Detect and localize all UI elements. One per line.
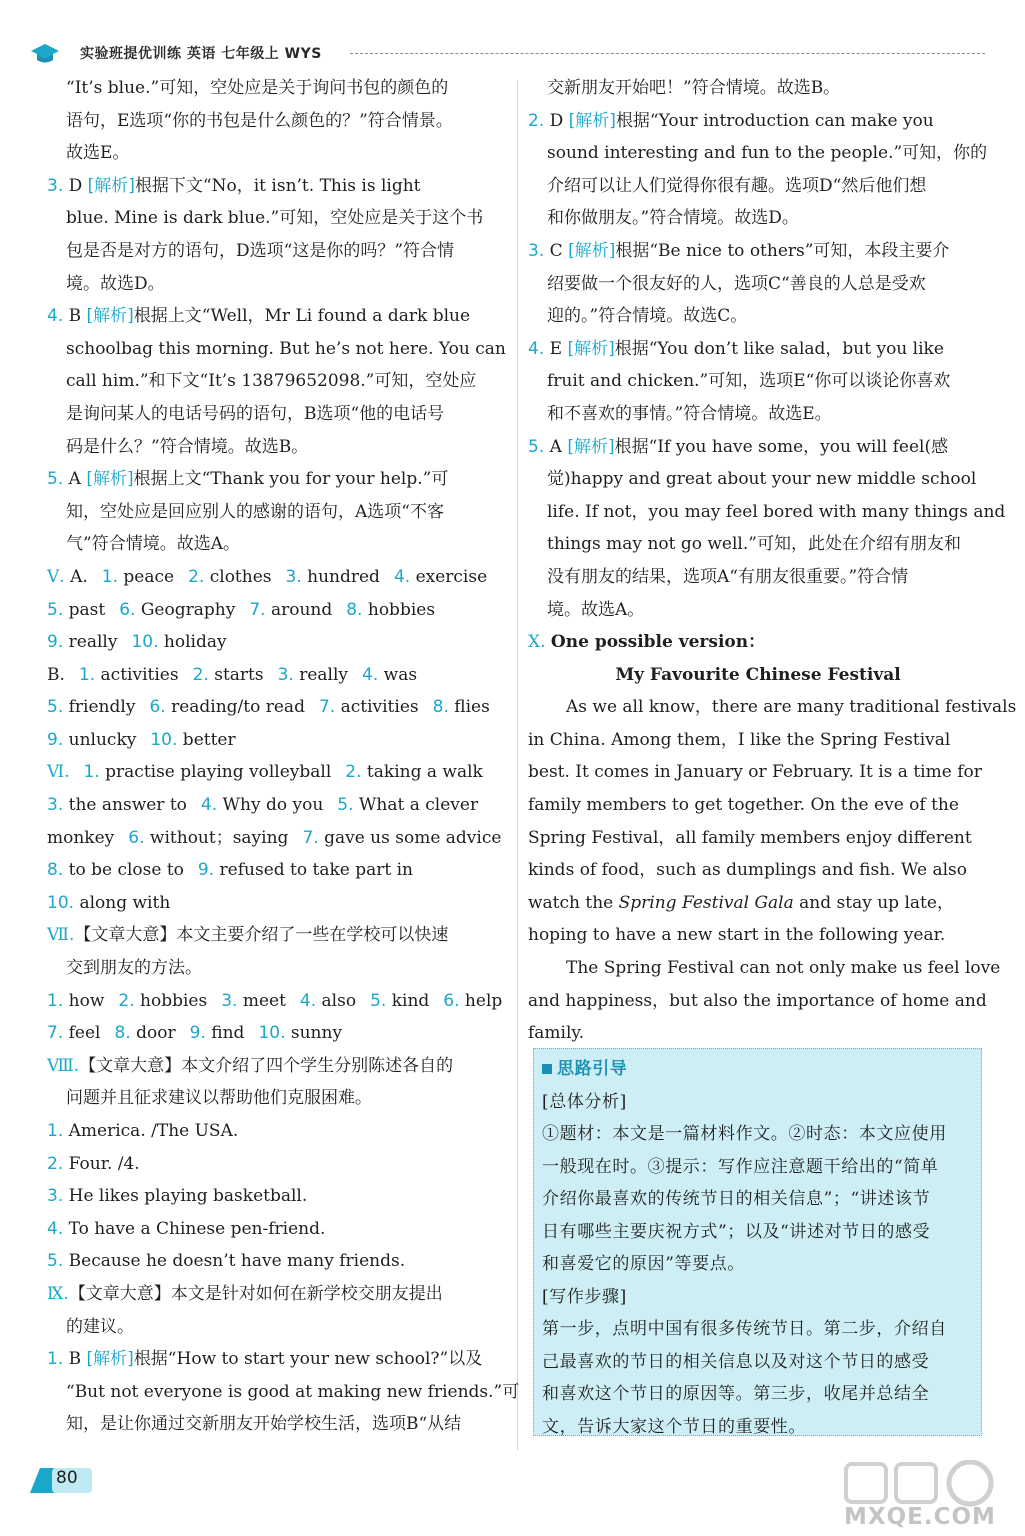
section-summary: 【文章大意】本文介绍了四个学生分别陈述各自的 bbox=[79, 1055, 454, 1076]
item-number: 6. bbox=[128, 827, 145, 848]
item-answer: taking a walk bbox=[361, 762, 483, 783]
essay-line bbox=[528, 887, 988, 920]
item-answer: hobbies bbox=[362, 599, 436, 620]
text-line: blue. Mine is dark blue.”可知，空处应是关于这个书 bbox=[66, 208, 484, 229]
text-line bbox=[47, 659, 507, 692]
gala-title: Spring Festival Gala bbox=[618, 892, 794, 913]
essay-line: and happiness，but also the importance of home and bbox=[528, 990, 987, 1011]
essay-line: family. bbox=[528, 1023, 585, 1044]
site-watermark bbox=[840, 1460, 1015, 1536]
item-number: 4. bbox=[299, 990, 317, 1011]
item-number: 9. bbox=[197, 860, 215, 881]
item-number: 8. bbox=[432, 697, 449, 718]
analysis-tag: [解析] bbox=[87, 175, 135, 196]
item-answer: find bbox=[205, 1023, 245, 1044]
section-number: Ⅶ. bbox=[47, 925, 75, 946]
text-line: 故选E。 bbox=[66, 143, 130, 164]
item-answer: past bbox=[63, 599, 106, 620]
analysis-text: 根据“If you have some，you will feel(感 bbox=[614, 436, 949, 457]
answer-letter: B bbox=[63, 1349, 87, 1370]
section-number: Ⅸ. bbox=[47, 1283, 69, 1304]
item-answer: hundred bbox=[301, 566, 380, 587]
item-number: 5. bbox=[47, 697, 64, 718]
item-answer: really bbox=[63, 632, 118, 653]
item-answer: kind bbox=[386, 990, 430, 1011]
item-answer: activities bbox=[335, 697, 419, 718]
text-line bbox=[47, 854, 507, 887]
text-line bbox=[47, 691, 507, 724]
text-line: 交到朋友的方法。 bbox=[66, 958, 202, 979]
text-line bbox=[47, 1278, 507, 1311]
item-answer: starts bbox=[208, 664, 264, 685]
text-line bbox=[47, 1115, 507, 1148]
essay-line: best. It comes in January or February. It is a time for bbox=[528, 762, 982, 783]
text-line: 气”符合情境。故选A。 bbox=[66, 534, 240, 555]
text-line: 语句，E选项“你的书包是什么颜色的？”符合情景。 bbox=[66, 110, 453, 131]
text-line: “It’s blue.”可知，空处应是关于询问书包的颜色的 bbox=[66, 78, 449, 98]
guide-box-title bbox=[542, 1053, 973, 1086]
text-line bbox=[47, 1017, 507, 1050]
item-number: 10. bbox=[47, 892, 75, 913]
answer-letter: D bbox=[544, 110, 569, 131]
answer-letter: B bbox=[63, 306, 87, 327]
guide-line: 一般现在时。③提示：写作应注意题干给出的“简单 bbox=[542, 1156, 939, 1177]
item-number: 10. bbox=[150, 729, 178, 750]
item-answer: Four. /4. bbox=[63, 1153, 140, 1174]
item-number: 2. bbox=[345, 762, 362, 783]
text-line bbox=[47, 463, 507, 496]
analysis-tag: [解析] bbox=[86, 1349, 134, 1370]
item-answer: to be close to bbox=[63, 860, 184, 881]
item-number: 1. bbox=[47, 990, 64, 1011]
analysis-text: 根据“How to start your new school?”以及 bbox=[133, 1349, 483, 1370]
item-number: Ⅴ. bbox=[47, 566, 65, 587]
analysis-text: 根据“Your introduction can make you bbox=[615, 110, 934, 131]
text-line: 是询问某人的电话号码的语句，B选项“他的电话号 bbox=[66, 403, 445, 424]
guide-line: 和喜爱它的原因”等要点。 bbox=[542, 1254, 745, 1274]
essay-title: My Favourite Chinese Festival bbox=[615, 664, 901, 685]
item-answer: friendly bbox=[63, 697, 136, 718]
analysis-tag: [解析] bbox=[567, 338, 615, 359]
item-answer: really bbox=[293, 664, 349, 685]
guide-line: 第一步，点明中国有很多传统节日。第二步，介绍自 bbox=[542, 1319, 947, 1339]
item-number: 6. bbox=[119, 599, 136, 620]
analysis-text: 根据上文“Thank you for your help.”可 bbox=[133, 469, 449, 490]
item-answer: clothes bbox=[204, 566, 272, 587]
essay-intro bbox=[528, 626, 988, 659]
text-line: 和你做朋友。”符合情境。故选D。 bbox=[547, 208, 799, 229]
item-number: 7. bbox=[47, 1023, 64, 1044]
item-number: 8. bbox=[47, 860, 64, 881]
text-line bbox=[47, 756, 507, 789]
item-number: 10. bbox=[258, 1023, 286, 1044]
text-line: call him.”和下文“It’s 13879652098.”可知，空处应 bbox=[66, 371, 477, 392]
essay-line: in China. Among them，I like the Spring Festival bbox=[528, 729, 951, 750]
item-answer: hobbies bbox=[134, 990, 208, 1011]
text-line: 绍要做一个很友好的人，选项C“善良的人总是受欢 bbox=[547, 273, 926, 294]
text-line bbox=[47, 724, 507, 757]
item-number: 5. bbox=[370, 990, 387, 1011]
essay-line: hoping to have a new start in the following year. bbox=[528, 925, 946, 946]
item-number: 2. bbox=[118, 990, 135, 1011]
item-answer: activities bbox=[95, 664, 179, 685]
item-answer: without；saying bbox=[144, 827, 289, 848]
section-number: Ⅹ. bbox=[528, 632, 551, 653]
essay-line: The Spring Festival can not only make us feel love bbox=[566, 958, 1001, 979]
item-answer: monkey bbox=[47, 827, 115, 848]
header-rule bbox=[350, 53, 985, 54]
text-line bbox=[47, 985, 507, 1018]
item-number: 4. bbox=[393, 566, 411, 587]
item-answer: A. bbox=[64, 566, 88, 587]
guide-title-text: 思路引导 bbox=[557, 1059, 628, 1079]
item-number: 5. bbox=[47, 599, 64, 620]
guide-line: 文，告诉大家这个节日的重要性。 bbox=[542, 1416, 806, 1437]
section-summary: 【文章大意】本文是针对如何在新学校交朋友提出 bbox=[68, 1283, 443, 1304]
essay-line: family members to get together. On the eve of the bbox=[528, 795, 959, 816]
text-line: 境。故选A。 bbox=[547, 599, 645, 620]
analysis-tag: [解析] bbox=[568, 240, 616, 261]
question-number: 1. bbox=[47, 1349, 64, 1370]
item-number: 3. bbox=[47, 795, 64, 816]
page-header bbox=[30, 40, 985, 68]
text-line bbox=[528, 235, 988, 268]
text-line bbox=[47, 1245, 507, 1278]
question-number: 5. bbox=[47, 469, 64, 490]
item-answer: Why do you bbox=[217, 795, 324, 816]
left-column bbox=[47, 72, 520, 1441]
guide-line: 己最喜欢的节日的相关信息以及对这个节日的感受 bbox=[542, 1351, 930, 1372]
guide-line: 日有哪些主要庆祝方式”；以及“讲述对节日的感受 bbox=[542, 1221, 931, 1242]
item-number: 4. bbox=[200, 795, 218, 816]
essay-intro-text: One possible version： bbox=[550, 632, 766, 653]
page-number-text: 80 bbox=[56, 1468, 78, 1488]
answer-letter: C bbox=[544, 240, 569, 261]
text-line bbox=[47, 300, 507, 333]
text-line: 知，是让你通过交新朋友开始学校生活，选项B“从结 bbox=[66, 1414, 462, 1435]
item-number: B. bbox=[47, 664, 65, 685]
item-answer: holiday bbox=[158, 632, 227, 653]
item-number: 9. bbox=[47, 632, 64, 653]
analysis-tag: [解析] bbox=[567, 436, 615, 457]
guide-line: [写作步骤] bbox=[542, 1286, 627, 1307]
item-answer: help bbox=[459, 990, 503, 1011]
guide-line: 和喜欢这个节日的原因等。第三步，收尾并总结全 bbox=[542, 1384, 930, 1404]
item-answer: He likes playing basketball. bbox=[63, 1186, 308, 1207]
column-divider bbox=[517, 80, 518, 1450]
watermark-text: MXQE.COM bbox=[844, 1504, 996, 1530]
text-line bbox=[47, 626, 507, 659]
text-line: 码是什么？”符合情境。故选B。 bbox=[66, 436, 309, 457]
item-number: 6. bbox=[149, 697, 166, 718]
analysis-text: 根据上文“Well，Mr Li found a dark blue bbox=[133, 306, 471, 327]
item-answer: feel bbox=[63, 1023, 101, 1044]
analysis-text: 根据下文“No，it isn’t. This is light bbox=[134, 175, 421, 196]
answer-letter: E bbox=[544, 338, 568, 359]
question-number: 5. bbox=[528, 436, 545, 457]
item-answer: exercise bbox=[410, 566, 488, 587]
item-number: 5. bbox=[337, 795, 354, 816]
item-number: 8. bbox=[346, 599, 363, 620]
text-line: 介绍可以让人们觉得你很有趣。选项D“然后他们想 bbox=[547, 175, 927, 196]
answer-letter: A bbox=[63, 469, 87, 490]
item-number: 5. bbox=[47, 1251, 64, 1272]
item-answer: around bbox=[265, 599, 333, 620]
item-number: 1. bbox=[83, 762, 100, 783]
text-line: 的建议。 bbox=[66, 1316, 134, 1337]
text-line: 包是否是对方的语句，D选项“这是你的吗？”符合情 bbox=[66, 240, 455, 261]
question-number: 3. bbox=[47, 175, 64, 196]
item-answer: the answer to bbox=[63, 795, 187, 816]
text-line: sound interesting and fun to the people.”可知，你的 bbox=[547, 143, 988, 164]
guide-marker-icon bbox=[542, 1064, 552, 1074]
text-line bbox=[528, 431, 988, 464]
item-number: 2. bbox=[47, 1153, 64, 1174]
text-line: 没有朋友的结果，选项A“有朋友很重要。”符合情 bbox=[547, 566, 909, 587]
essay-line: kinds of food，such as dumplings and fish. We also bbox=[528, 860, 968, 881]
answer-letter: A bbox=[544, 436, 568, 457]
text-line bbox=[47, 561, 507, 594]
item-answer: was bbox=[378, 664, 418, 685]
item-answer: Geography bbox=[135, 599, 236, 620]
answer-letter: D bbox=[63, 175, 88, 196]
item-number: 9. bbox=[47, 729, 64, 750]
item-number: 2. bbox=[188, 566, 205, 587]
item-number: 6. bbox=[443, 990, 460, 1011]
section-number: Ⅷ. bbox=[47, 1055, 80, 1076]
essay-text: and stay up late， bbox=[793, 892, 954, 913]
item-number: 7. bbox=[302, 827, 319, 848]
question-number: 3. bbox=[528, 240, 545, 261]
item-answer: better bbox=[177, 729, 236, 750]
text-line: 迎的。”符合情境。故选C。 bbox=[547, 306, 748, 327]
item-number: 8. bbox=[114, 1023, 131, 1044]
item-number: 2. bbox=[192, 664, 209, 685]
text-line: 和不喜欢的事情。”符合情境。故选E。 bbox=[547, 403, 832, 424]
text-line bbox=[47, 1148, 507, 1181]
text-line bbox=[47, 919, 507, 952]
guide-line: 介绍你最喜欢的传统节日的相关信息”；“讲述该节 bbox=[542, 1189, 931, 1209]
item-answer: peace bbox=[118, 566, 175, 587]
item-answer: unlucky bbox=[63, 729, 137, 750]
item-number: 3. bbox=[277, 664, 294, 685]
item-answer: To have a Chinese pen-friend. bbox=[63, 1218, 326, 1239]
item-answer: refused to take part in bbox=[214, 860, 414, 881]
text-line: life. If not，you may feel bored with many things and bbox=[547, 501, 1006, 522]
analysis-tag: [解析] bbox=[86, 306, 134, 327]
item-answer: door bbox=[130, 1023, 176, 1044]
item-number: 3. bbox=[285, 566, 302, 587]
item-number: 4. bbox=[47, 1218, 64, 1239]
text-line bbox=[47, 789, 507, 822]
analysis-text: 根据“Be nice to others”可知，本段主要介 bbox=[615, 240, 950, 261]
text-line: 问题并且征求建议以帮助他们克服困难。 bbox=[66, 1088, 372, 1109]
essay-text: watch the bbox=[528, 892, 619, 913]
analysis-tag: [解析] bbox=[568, 110, 616, 131]
book-title: 实验班提优训练 英语 七年级上 WYS bbox=[80, 46, 322, 62]
item-number: 7. bbox=[318, 697, 336, 718]
item-number: 1. bbox=[101, 566, 119, 587]
guide-line: ①题材：本文是一篇材料作文。②时态：本文应使用 bbox=[542, 1124, 947, 1144]
item-answer: What a clever bbox=[353, 795, 479, 816]
text-line bbox=[47, 822, 507, 855]
guide-line: [总体分析] bbox=[542, 1091, 627, 1112]
text-line: 知，空处应是回应别人的感谢的语句，A选项“不客 bbox=[66, 501, 444, 522]
item-answer: Because he doesn’t have many friends. bbox=[63, 1251, 406, 1272]
question-number: 4. bbox=[528, 338, 545, 359]
item-number: 1. bbox=[47, 1121, 64, 1141]
item-answer: practise playing volleyball bbox=[99, 762, 332, 783]
item-number: 7. bbox=[249, 599, 266, 620]
question-number: 4. bbox=[47, 306, 64, 327]
item-number: 1. bbox=[78, 664, 96, 685]
item-answer: also bbox=[316, 990, 357, 1011]
text-line bbox=[528, 333, 988, 366]
analysis-tag: [解析] bbox=[86, 469, 134, 490]
text-line: 交新朋友开始吧！”符合情境。故选B。 bbox=[547, 78, 841, 98]
text-line bbox=[47, 1343, 507, 1376]
text-line: things may not go well.”可知，此处在介绍有朋友和 bbox=[547, 534, 961, 555]
item-answer: how bbox=[63, 990, 105, 1011]
item-answer: America. /The USA. bbox=[63, 1121, 239, 1141]
item-number: 3. bbox=[47, 1186, 64, 1207]
item-number: 9. bbox=[189, 1023, 206, 1044]
text-line: 境。故选D。 bbox=[66, 273, 165, 294]
item-answer: along with bbox=[74, 892, 171, 913]
essay-line: As we all know，there are many traditional festivals bbox=[566, 697, 1017, 718]
item-number: 10. bbox=[131, 632, 159, 653]
page-number bbox=[30, 1465, 92, 1493]
graduation-cap-icon bbox=[30, 42, 60, 66]
question-number: 2. bbox=[528, 110, 545, 131]
item-number: 4. bbox=[362, 664, 379, 685]
text-line: schoolbag this morning. But he’s not here. You can bbox=[66, 338, 506, 359]
text-line bbox=[47, 170, 507, 203]
text-line bbox=[528, 105, 988, 138]
writing-guide-box bbox=[533, 1048, 982, 1436]
item-answer: sunny bbox=[285, 1023, 343, 1044]
section-summary: 【文章大意】本文主要介绍了一些在学校可以快速 bbox=[74, 925, 449, 946]
text-line: “But not everyone is good at making new friends.”可 bbox=[66, 1381, 520, 1402]
text-line bbox=[47, 887, 507, 920]
text-line bbox=[47, 1180, 507, 1213]
text-line bbox=[47, 1050, 507, 1083]
right-column bbox=[528, 72, 1017, 1050]
item-answer: gave us some advice bbox=[318, 827, 502, 848]
text-line bbox=[47, 594, 507, 627]
text-line: fruit and chicken.”可知，选项E“你可以谈论你喜欢 bbox=[547, 371, 951, 392]
analysis-text: 根据“You don’t like salad，but you like bbox=[614, 338, 944, 359]
item-answer: meet bbox=[237, 990, 286, 1011]
item-answer: reading/to read bbox=[165, 697, 305, 718]
text-line bbox=[47, 1213, 507, 1246]
item-number: 3. bbox=[221, 990, 238, 1011]
item-number: Ⅵ. bbox=[47, 762, 70, 783]
text-line: 觉)happy and great about your new middle school bbox=[547, 469, 977, 490]
essay-line: Spring Festival，all family members enjoy different bbox=[528, 827, 972, 848]
watermark-logo-icon bbox=[840, 1460, 1015, 1510]
item-answer: flies bbox=[448, 697, 490, 718]
